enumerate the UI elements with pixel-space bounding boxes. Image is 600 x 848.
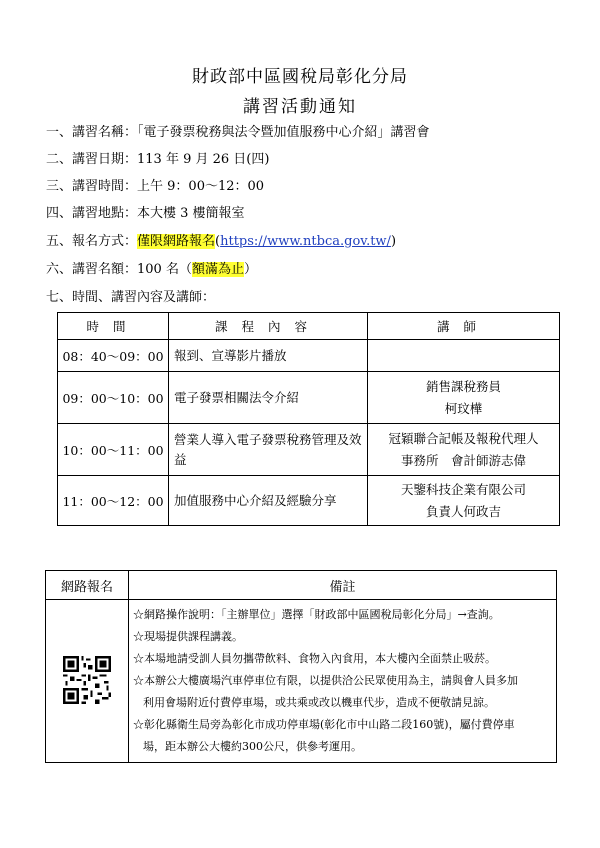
highlight-until-full: 額滿為止 <box>191 262 244 277</box>
item-suffix: ） <box>243 262 257 277</box>
lecturer-title: 銷售課稅務員 <box>425 378 501 394</box>
item-registration <box>46 233 396 251</box>
schedule-header-row <box>58 313 560 340</box>
registration-link[interactable]: https://www.ntbca.gov.tw/ <box>220 234 391 249</box>
table-row <box>58 476 560 526</box>
item-value: 上午 9：00～12：00 <box>137 179 265 194</box>
remark-item: ☆網路操作說明：「主辦單位」選擇「財政部中區國稅局彰化分局」→查詢。 <box>133 608 500 621</box>
lecturer-name: 負責人何政吉 <box>425 503 501 519</box>
lecturer-name: 柯玟樺 <box>444 400 483 416</box>
notes-table <box>45 570 557 763</box>
item-time <box>46 178 264 196</box>
item-value: 113 年 9 月 26 日(四) <box>137 152 270 167</box>
row-time: 08：40～09：00 <box>58 340 169 372</box>
row-course: 加值服務中心介紹及經驗分享 <box>169 476 368 526</box>
remark-item: ☆彰化縣衛生局旁為彰化市成功停車場(彰化市中山路二段160號)，屬付費停車 <box>133 718 515 731</box>
item-label: 六、講習名額： <box>46 262 138 277</box>
item-label: 四、講習地點： <box>46 206 138 221</box>
remark-item: 利用會場附近付費停車場，或共乘或改以機車代步，造成不便敬請見諒。 <box>143 696 495 709</box>
qr-code-icon[interactable] <box>63 656 111 704</box>
notes-header-row <box>46 571 557 600</box>
notes-body-row <box>46 600 557 763</box>
item-label: 二、講習日期： <box>46 152 138 167</box>
table-row <box>58 340 560 372</box>
remark-item: ☆現場提供課程講義。 <box>133 630 243 643</box>
row-course: 營業人導入電子發票稅務管理及效益 <box>169 424 368 476</box>
item-label: 一、講習名稱： <box>46 125 138 140</box>
row-lecturer <box>368 340 560 372</box>
organization-title: 財政部中區國稅局彰化分局 <box>192 67 408 87</box>
item-quota <box>46 261 257 279</box>
item-value: 100 名（ <box>137 262 192 277</box>
table-row <box>58 372 560 424</box>
lecturer-name: 事務所 會計師游志偉 <box>400 452 526 468</box>
item-value: 本大樓 3 樓簡報室 <box>137 206 245 221</box>
table-row <box>58 424 560 476</box>
item-date <box>46 151 269 169</box>
row-course: 電子發票相關法令介紹 <box>169 372 368 424</box>
header-remarks: 備註 <box>129 571 557 600</box>
header-online-registration: 網路報名 <box>46 571 129 600</box>
paren-open: ( <box>215 234 221 249</box>
remarks-cell <box>129 600 557 763</box>
item-value: 「電子發票稅務與法令暨加值服務中心介紹」講習會 <box>137 125 430 140</box>
item-label: 七、時間、講習內容及講師： <box>46 290 216 305</box>
row-lecturer <box>368 476 560 526</box>
item-label: 五、報名方式： <box>46 234 138 249</box>
lecturer-title: 天鑒科技企業有限公司 <box>400 481 526 497</box>
item-schedule-heading <box>46 289 215 307</box>
row-course: 報到、宣導影片播放 <box>169 340 368 372</box>
header-lecturer: 講師 <box>368 313 560 340</box>
item-course-name <box>46 124 430 142</box>
remark-item: ☆本場地請受訓人員勿攜帶飲料、食物入內食用，本大樓內全面禁止吸菸。 <box>133 652 496 665</box>
row-time: 11：00～12：00 <box>58 476 169 526</box>
remark-item: ☆本辦公大樓廣場汽車停車位有限，以提供洽公民眾使用為主，請與會人員多加 <box>133 674 518 687</box>
highlight-online-only: 僅限網路報名 <box>137 234 216 249</box>
item-location <box>46 205 245 223</box>
header-course: 課程內容 <box>169 313 368 340</box>
row-lecturer <box>368 424 560 476</box>
row-time: 10：00～11：00 <box>58 424 169 476</box>
item-label: 三、講習時間： <box>46 179 138 194</box>
header-time: 時間 <box>58 313 169 340</box>
row-time: 09：00～10：00 <box>58 372 169 424</box>
remark-item: 場，距本辦公大樓約300公尺，供參考運用。 <box>143 740 362 753</box>
schedule-table <box>57 312 560 526</box>
row-lecturer <box>368 372 560 424</box>
qr-cell <box>46 600 129 763</box>
lecturer-title: 冠穎聯合記帳及報稅代理人 <box>388 430 539 446</box>
paren-close: ) <box>390 234 397 249</box>
notice-title: 講習活動通知 <box>243 97 357 117</box>
